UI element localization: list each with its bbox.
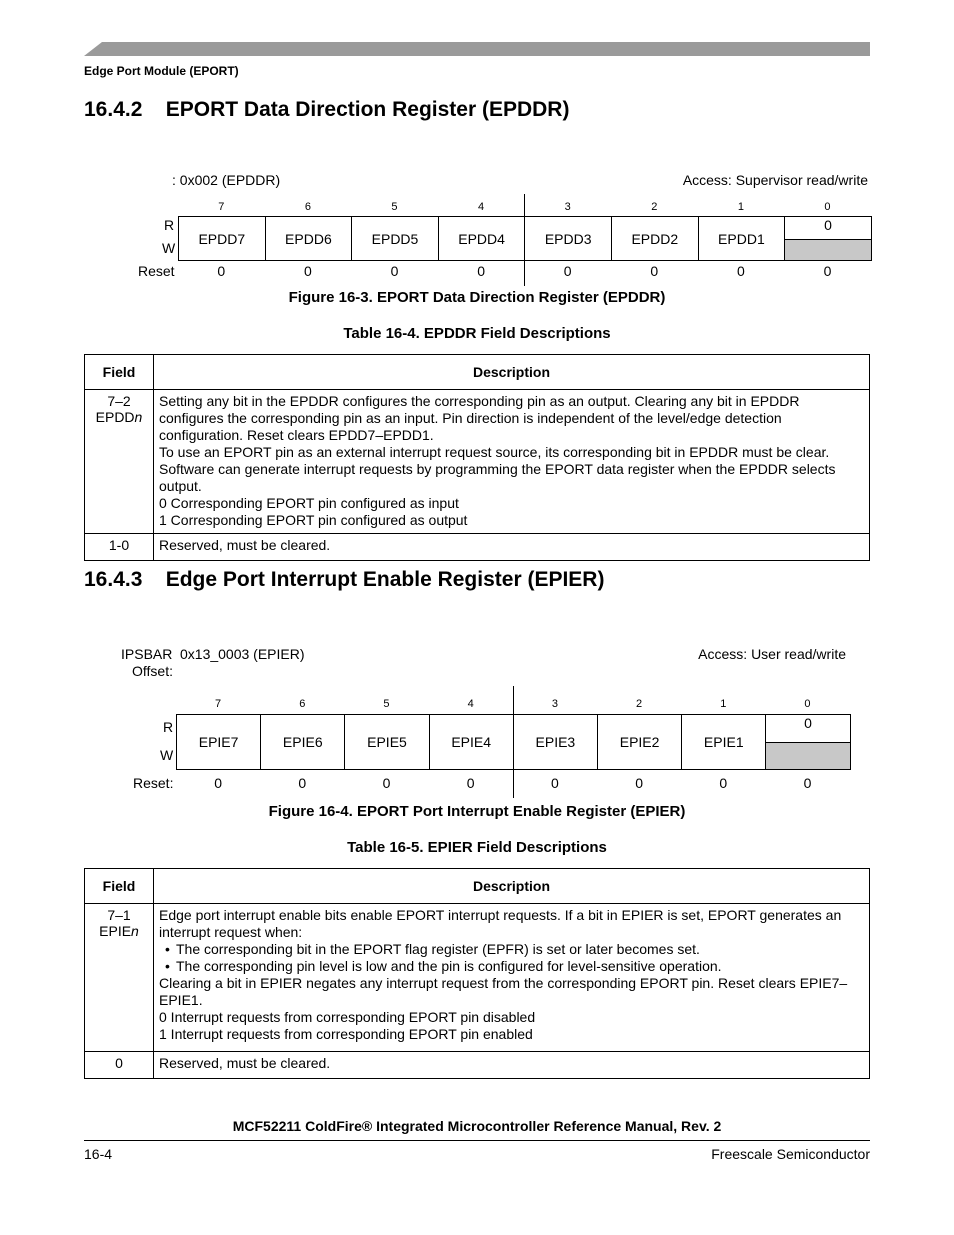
section-title-epddr: 16.4.2 EPORT Data Direction Register (EPDDR): [84, 98, 570, 121]
register-offset: 0x13_0003 (EPIER): [180, 646, 305, 662]
field-name-base: EPIE: [99, 923, 132, 939]
bit-number: 5: [391, 201, 398, 213]
write-row-label: W: [160, 747, 174, 763]
register-field-cell: EPIE3: [513, 714, 598, 770]
epier-field-table: [84, 868, 870, 1079]
description-paragraph: To use an EPORT pin as an external interrupt request source, its corresponding bit in EPDDR must be clear. Software can generate interrupt requests by programming the EPORT data register when the EPDDR selects output.: [159, 444, 836, 494]
write-row-label: W: [162, 240, 176, 256]
description-cell: Reserved, must be cleared.: [154, 1052, 870, 1079]
field-name-suffix: n: [134, 409, 143, 425]
table-row: [85, 1052, 870, 1079]
reset-value: 0: [298, 775, 307, 791]
register-field-cell: EPDD1: [698, 216, 786, 261]
reset-label: Reset:: [133, 775, 174, 791]
bullet-icon: •: [165, 941, 170, 957]
register-field-cell: EPIE7: [176, 714, 261, 770]
bit-number: 2: [651, 201, 658, 213]
reset-value: 0: [803, 775, 812, 791]
col-description-header: Description: [154, 355, 870, 390]
register-bit0-read-cell: 0: [784, 216, 872, 240]
table-row: [85, 534, 870, 561]
reset-value: 0: [217, 263, 226, 279]
bit-number: 3: [551, 698, 558, 710]
description-option: 1 Interrupt requests from corresponding EPORT pin enabled: [159, 1026, 533, 1042]
description-cell: Reserved, must be cleared.: [154, 534, 870, 561]
field-cell: [85, 390, 154, 534]
bullet-icon: •: [165, 958, 170, 974]
bit-number: 1: [737, 201, 744, 213]
register-field-cell: EPDD2: [611, 216, 699, 261]
description-cell: [154, 904, 870, 1052]
col-field-header: Field: [85, 869, 154, 904]
bit-number: 6: [304, 201, 311, 213]
register-field-cell: EPDD6: [265, 216, 353, 261]
epddr-field-table: [84, 354, 870, 561]
reset-value: 0: [635, 775, 643, 791]
reset-value: 0: [466, 775, 475, 791]
bullet-text: The corresponding pin level is low and the pin is configured for level-sensitive operation.: [176, 958, 722, 974]
table-caption-epddr: Table 16-4. EPDDR Field Descriptions: [343, 325, 611, 342]
field-name-suffix: n: [131, 923, 139, 939]
bit-number: 5: [383, 698, 390, 710]
field-cell: 1-0: [85, 534, 154, 561]
register-bit0-read-cell: 0: [765, 714, 850, 743]
bit-number: 0: [824, 201, 831, 213]
field-name-base: EPDD: [95, 409, 135, 425]
reset-value: 0: [823, 263, 832, 279]
description-paragraph: Setting any bit in the EPDDR configures the corresponding pin as an output. Clearing any bit in EPDDR configures the corresponding pin as an input. Pin direction is independent of the level/edge detection configuration. Reset clears EPDD7–EPDD1.: [159, 393, 800, 443]
bit-number: 4: [467, 698, 474, 710]
description-cell: [154, 390, 870, 534]
read-row-label: R: [163, 719, 174, 735]
register-access: Access: Supervisor read/write: [682, 172, 868, 188]
reset-value: 0: [214, 775, 222, 791]
reset-value: 0: [550, 775, 559, 791]
field-cell: [85, 904, 154, 1052]
field-name: [86, 923, 152, 939]
footer-title: MCF52211 ColdFire® Integrated Microcontroller Reference Manual, Rev. 2: [232, 1118, 722, 1134]
reset-value: 0: [719, 775, 728, 791]
field-bits: 7–2: [107, 393, 131, 409]
figure-caption-epddr: Figure 16-3. EPORT Data Direction Register (EPDDR): [288, 289, 666, 306]
bit-number: 1: [720, 698, 727, 710]
register-field-cell: EPDD4: [438, 216, 526, 261]
reset-label: Reset: [138, 263, 175, 279]
reset-value: 0: [477, 263, 485, 279]
bullet-text: The corresponding bit in the EPORT flag register (EPFR) is set or later becomes set.: [176, 941, 700, 957]
read-row-label: R: [164, 217, 175, 233]
register-field-cell: EPIE5: [344, 714, 429, 770]
register-bit0-write-cell: [784, 239, 872, 261]
field-name: [86, 409, 152, 425]
company-name: Freescale Semiconductor: [711, 1146, 870, 1162]
table-header-row: [85, 355, 870, 390]
table-caption-epier: Table 16-5. EPIER Field Descriptions: [347, 839, 607, 856]
field-bits: 7–1: [107, 907, 131, 923]
bit-number: 0: [804, 698, 811, 710]
description-option: 0 Interrupt requests from corresponding EPORT pin disabled: [159, 1009, 536, 1025]
register-offset: : 0x002 (EPDDR): [172, 172, 281, 188]
register-field-cell: EPDD7: [178, 216, 266, 261]
register-bit0-write-cell: [765, 742, 850, 770]
page-number: 16-4: [84, 1146, 113, 1162]
table-header-row: [85, 869, 870, 904]
description-option: 1 Corresponding EPORT pin configured as output: [159, 512, 468, 528]
figure-caption-epier: Figure 16-4. EPORT Port Interrupt Enable Register (EPIER): [268, 803, 686, 820]
register-field-cell: EPDD5: [351, 216, 439, 261]
register-field-cell: EPDD3: [524, 216, 612, 261]
reset-value: 0: [736, 263, 745, 279]
footer-rule: [84, 1140, 870, 1141]
bit-number: 3: [564, 201, 571, 213]
description-option: 0 Corresponding EPORT pin configured as input: [159, 495, 459, 511]
register-access: Access: User read/write: [698, 646, 846, 662]
bit-number: 7: [218, 201, 225, 213]
table-row: [85, 904, 870, 1052]
bullet-item: [159, 941, 865, 958]
bit-number: 7: [215, 698, 222, 710]
register-field-cell: EPIE2: [597, 714, 682, 770]
register-offset-label-2: Offset:: [132, 663, 173, 679]
register-field-cell: EPIE4: [429, 714, 514, 770]
bullet-item: [159, 958, 865, 975]
register-offset-label: IPSBAR: [121, 646, 173, 662]
header-bar: [84, 42, 870, 56]
reset-value: 0: [382, 775, 391, 791]
field-cell: 0: [85, 1052, 154, 1079]
description-paragraph: Clearing a bit in EPIER negates any interrupt request from the corresponding EPORT pin. Reset clears EPIE7–EPIE1.: [159, 975, 848, 1008]
register-field-cell: EPIE1: [681, 714, 766, 770]
bit-number: 2: [636, 698, 643, 710]
running-head: Edge Port Module (EPORT): [84, 64, 239, 78]
bit-number: 6: [299, 698, 306, 710]
bit-number: 4: [478, 201, 485, 213]
description-paragraph: Edge port interrupt enable bits enable EPORT interrupt requests. If a bit in EPIER is set, EPORT generates an interrupt request when:: [159, 907, 842, 940]
section-title-epier: 16.4.3 Edge Port Interrupt Enable Register (EPIER): [84, 568, 605, 591]
table-row: [85, 390, 870, 534]
register-field-cell: EPIE6: [260, 714, 345, 770]
reset-value: 0: [390, 263, 399, 279]
col-field-header: Field: [85, 355, 154, 390]
reset-value: 0: [650, 263, 659, 279]
reset-value: 0: [563, 263, 572, 279]
col-description-header: Description: [154, 869, 870, 904]
reset-value: 0: [303, 263, 312, 279]
